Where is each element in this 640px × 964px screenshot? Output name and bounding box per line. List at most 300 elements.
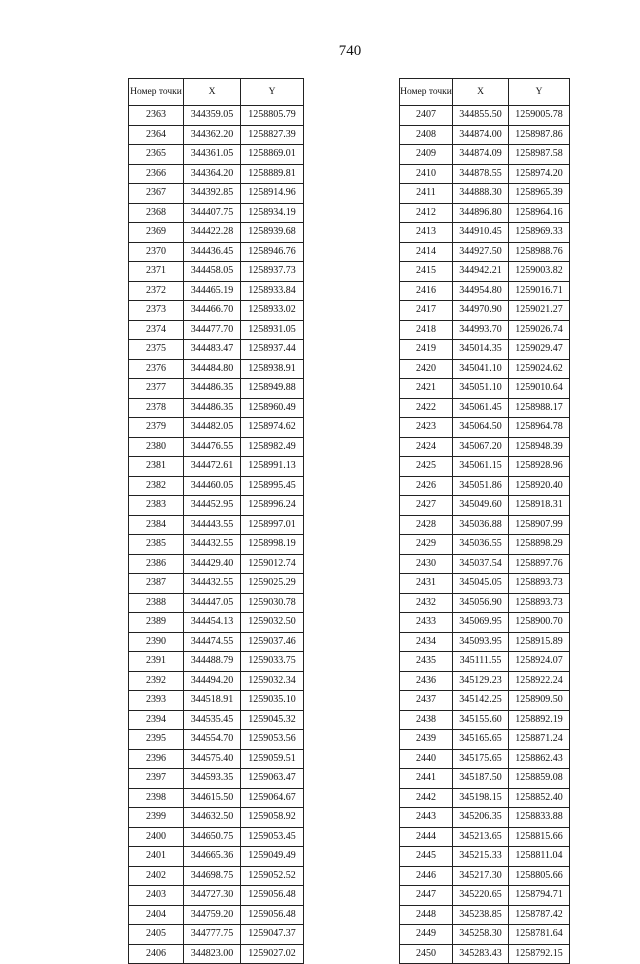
y-cell: 1258933.02 (241, 301, 304, 321)
y-cell: 1258792.15 (509, 944, 570, 964)
table-row (129, 418, 304, 438)
y-cell: 1258889.81 (241, 164, 304, 184)
point-number-cell: 2427 (400, 496, 453, 516)
y-cell: 1258937.44 (241, 340, 304, 360)
point-number-cell: 2440 (400, 749, 453, 769)
y-cell: 1259003.82 (509, 262, 570, 282)
y-cell: 1258859.08 (509, 769, 570, 789)
table-row (129, 866, 304, 886)
table-row (129, 535, 304, 555)
x-cell: 344488.79 (184, 652, 241, 672)
table-row (400, 730, 570, 750)
point-number-cell: 2365 (129, 145, 184, 165)
x-cell: 344615.50 (184, 788, 241, 808)
x-cell: 344443.55 (184, 515, 241, 535)
y-cell: 1258914.96 (241, 184, 304, 204)
x-cell: 344422.28 (184, 223, 241, 243)
point-number-cell: 2445 (400, 847, 453, 867)
y-cell: 1259032.50 (241, 613, 304, 633)
table-row (400, 340, 570, 360)
point-number-cell: 2399 (129, 808, 184, 828)
y-cell: 1258805.79 (241, 106, 304, 126)
table-row (400, 593, 570, 613)
x-cell: 344575.40 (184, 749, 241, 769)
y-cell: 1259053.56 (241, 730, 304, 750)
table-row (129, 593, 304, 613)
table-header-row (400, 79, 570, 106)
y-cell: 1258960.49 (241, 398, 304, 418)
y-cell: 1258988.17 (509, 398, 570, 418)
x-cell: 344518.91 (184, 691, 241, 711)
y-cell: 1259026.74 (509, 320, 570, 340)
x-cell: 345061.15 (453, 457, 509, 477)
x-cell: 345129.23 (453, 671, 509, 691)
point-number-cell: 2384 (129, 515, 184, 535)
y-cell: 1258827.39 (241, 125, 304, 145)
x-cell: 344554.70 (184, 730, 241, 750)
point-number-cell: 2412 (400, 203, 453, 223)
point-number-cell: 2429 (400, 535, 453, 555)
x-cell: 344494.20 (184, 671, 241, 691)
x-cell: 344484.80 (184, 359, 241, 379)
x-cell: 345037.54 (453, 554, 509, 574)
x-cell: 344593.35 (184, 769, 241, 789)
point-number-cell: 2366 (129, 164, 184, 184)
x-cell: 345067.20 (453, 437, 509, 457)
x-cell: 344888.30 (453, 184, 509, 204)
x-cell: 344855.50 (453, 106, 509, 126)
point-number-cell: 2401 (129, 847, 184, 867)
header-point-number: Номер точки (129, 79, 184, 106)
point-number-cell: 2437 (400, 691, 453, 711)
point-number-cell: 2442 (400, 788, 453, 808)
table-row (129, 944, 304, 964)
table-row (400, 515, 570, 535)
x-cell: 344910.45 (453, 223, 509, 243)
y-cell: 1258933.84 (241, 281, 304, 301)
point-number-cell: 2425 (400, 457, 453, 477)
point-number-cell: 2396 (129, 749, 184, 769)
point-number-cell: 2406 (129, 944, 184, 964)
table-row (129, 476, 304, 496)
point-number-cell: 2392 (129, 671, 184, 691)
x-cell: 345051.10 (453, 379, 509, 399)
x-cell: 344476.55 (184, 437, 241, 457)
y-cell: 1258964.16 (509, 203, 570, 223)
point-number-cell: 2372 (129, 281, 184, 301)
point-number-cell: 2424 (400, 437, 453, 457)
y-cell: 1258988.76 (509, 242, 570, 262)
point-number-cell: 2422 (400, 398, 453, 418)
x-cell: 344362.20 (184, 125, 241, 145)
point-number-cell: 2377 (129, 379, 184, 399)
point-number-cell: 2373 (129, 301, 184, 321)
point-number-cell: 2431 (400, 574, 453, 594)
header-y: Y (241, 79, 304, 106)
x-cell: 345056.90 (453, 593, 509, 613)
y-cell: 1259049.49 (241, 847, 304, 867)
y-cell: 1259010.64 (509, 379, 570, 399)
x-cell: 344878.55 (453, 164, 509, 184)
point-number-cell: 2375 (129, 340, 184, 360)
y-cell: 1258892.19 (509, 710, 570, 730)
point-number-cell: 2385 (129, 535, 184, 555)
table-row (400, 125, 570, 145)
table-row (400, 398, 570, 418)
table-row (129, 710, 304, 730)
y-cell: 1259027.02 (241, 944, 304, 964)
x-cell: 344486.35 (184, 398, 241, 418)
point-number-cell: 2378 (129, 398, 184, 418)
x-cell: 345206.35 (453, 808, 509, 828)
y-cell: 1258996.24 (241, 496, 304, 516)
x-cell: 344466.70 (184, 301, 241, 321)
x-cell: 344942.21 (453, 262, 509, 282)
y-cell: 1258934.19 (241, 203, 304, 223)
y-cell: 1258949.88 (241, 379, 304, 399)
x-cell: 344486.35 (184, 379, 241, 399)
x-cell: 344954.80 (453, 281, 509, 301)
point-number-cell: 2450 (400, 944, 453, 964)
point-number-cell: 2449 (400, 925, 453, 945)
x-cell: 345064.50 (453, 418, 509, 438)
x-cell: 344632.50 (184, 808, 241, 828)
point-number-cell: 2436 (400, 671, 453, 691)
table-row (129, 808, 304, 828)
x-cell: 344483.47 (184, 340, 241, 360)
table-row (400, 866, 570, 886)
table-row (129, 730, 304, 750)
table-row (400, 301, 570, 321)
y-cell: 1258833.88 (509, 808, 570, 828)
point-number-cell: 2405 (129, 925, 184, 945)
y-cell: 1258900.70 (509, 613, 570, 633)
y-cell: 1259024.62 (509, 359, 570, 379)
table-row (129, 925, 304, 945)
y-cell: 1258909.50 (509, 691, 570, 711)
table-row (129, 398, 304, 418)
y-cell: 1258997.01 (241, 515, 304, 535)
y-cell: 1258918.31 (509, 496, 570, 516)
point-number-cell: 2447 (400, 886, 453, 906)
y-cell: 1259053.45 (241, 827, 304, 847)
y-cell: 1259058.92 (241, 808, 304, 828)
point-number-cell: 2393 (129, 691, 184, 711)
table-row (400, 788, 570, 808)
point-number-cell: 2408 (400, 125, 453, 145)
point-number-cell: 2446 (400, 866, 453, 886)
point-number-cell: 2395 (129, 730, 184, 750)
table-row (129, 106, 304, 126)
point-number-cell: 2444 (400, 827, 453, 847)
table-row (129, 184, 304, 204)
x-cell: 345061.45 (453, 398, 509, 418)
y-cell: 1258974.62 (241, 418, 304, 438)
point-number-cell: 2439 (400, 730, 453, 750)
y-cell: 1259016.71 (509, 281, 570, 301)
y-cell: 1258965.39 (509, 184, 570, 204)
x-cell: 344392.85 (184, 184, 241, 204)
table-row (400, 437, 570, 457)
point-number-cell: 2417 (400, 301, 453, 321)
x-cell: 344482.05 (184, 418, 241, 438)
table-row (400, 164, 570, 184)
table-row (400, 106, 570, 126)
table-row (129, 379, 304, 399)
table-row (400, 691, 570, 711)
table-row (400, 203, 570, 223)
y-cell: 1259035.10 (241, 691, 304, 711)
y-cell: 1259012.74 (241, 554, 304, 574)
table-row (129, 145, 304, 165)
point-number-cell: 2379 (129, 418, 184, 438)
y-cell: 1259059.51 (241, 749, 304, 769)
y-cell: 1258852.40 (509, 788, 570, 808)
page-number: 740 (338, 43, 362, 59)
table-row (400, 320, 570, 340)
table-row (400, 749, 570, 769)
table-row (129, 281, 304, 301)
y-cell: 1259025.29 (241, 574, 304, 594)
y-cell: 1258939.68 (241, 223, 304, 243)
point-number-cell: 2397 (129, 769, 184, 789)
table-row (400, 184, 570, 204)
y-cell: 1258897.76 (509, 554, 570, 574)
x-cell: 345220.65 (453, 886, 509, 906)
x-cell: 345041.10 (453, 359, 509, 379)
point-number-cell: 2363 (129, 106, 184, 126)
y-cell: 1258907.99 (509, 515, 570, 535)
x-cell: 344535.45 (184, 710, 241, 730)
table-row (129, 671, 304, 691)
table-row (400, 671, 570, 691)
table-row (400, 905, 570, 925)
x-cell: 345069.95 (453, 613, 509, 633)
point-number-cell: 2364 (129, 125, 184, 145)
point-number-cell: 2403 (129, 886, 184, 906)
y-cell: 1258937.73 (241, 262, 304, 282)
x-cell: 345093.95 (453, 632, 509, 652)
table-row (129, 496, 304, 516)
x-cell: 344823.00 (184, 944, 241, 964)
x-cell: 344698.75 (184, 866, 241, 886)
table-body-left (129, 106, 304, 964)
y-cell: 1258924.07 (509, 652, 570, 672)
x-cell: 344927.50 (453, 242, 509, 262)
table-row (400, 262, 570, 282)
table-row (400, 457, 570, 477)
y-cell: 1258893.73 (509, 593, 570, 613)
y-cell: 1258805.66 (509, 866, 570, 886)
x-cell: 344454.13 (184, 613, 241, 633)
table-row (400, 827, 570, 847)
table-row (129, 359, 304, 379)
table-row (129, 515, 304, 535)
point-number-cell: 2386 (129, 554, 184, 574)
point-number-cell: 2382 (129, 476, 184, 496)
x-cell: 345036.88 (453, 515, 509, 535)
y-cell: 1259021.27 (509, 301, 570, 321)
point-number-cell: 2376 (129, 359, 184, 379)
x-cell: 344665.36 (184, 847, 241, 867)
table-row (400, 710, 570, 730)
x-cell: 344359.05 (184, 106, 241, 126)
x-cell: 344472.61 (184, 457, 241, 477)
y-cell: 1258915.89 (509, 632, 570, 652)
y-cell: 1258969.33 (509, 223, 570, 243)
y-cell: 1259005.78 (509, 106, 570, 126)
x-cell: 345045.05 (453, 574, 509, 594)
point-number-cell: 2421 (400, 379, 453, 399)
point-number-cell: 2390 (129, 632, 184, 652)
point-number-cell: 2369 (129, 223, 184, 243)
table-row (400, 554, 570, 574)
point-number-cell: 2402 (129, 866, 184, 886)
x-cell: 344465.19 (184, 281, 241, 301)
point-number-cell: 2367 (129, 184, 184, 204)
x-cell: 344759.20 (184, 905, 241, 925)
point-number-cell: 2391 (129, 652, 184, 672)
table-row (129, 769, 304, 789)
point-number-cell: 2410 (400, 164, 453, 184)
table-row (400, 476, 570, 496)
x-cell: 345175.65 (453, 749, 509, 769)
y-cell: 1258938.91 (241, 359, 304, 379)
y-cell: 1258898.29 (509, 535, 570, 555)
table-header-row (129, 79, 304, 106)
point-number-cell: 2381 (129, 457, 184, 477)
table-row (400, 145, 570, 165)
point-number-cell: 2441 (400, 769, 453, 789)
x-cell: 344970.90 (453, 301, 509, 321)
point-number-cell: 2389 (129, 613, 184, 633)
table-row (129, 457, 304, 477)
y-cell: 1259029.47 (509, 340, 570, 360)
x-cell: 345213.65 (453, 827, 509, 847)
table-row (400, 886, 570, 906)
header-x: X (453, 79, 509, 106)
point-number-cell: 2423 (400, 418, 453, 438)
x-cell: 345258.30 (453, 925, 509, 945)
y-cell: 1259056.48 (241, 886, 304, 906)
point-number-cell: 2380 (129, 437, 184, 457)
point-number-cell: 2409 (400, 145, 453, 165)
point-number-cell: 2368 (129, 203, 184, 223)
table-row (400, 242, 570, 262)
y-cell: 1258964.78 (509, 418, 570, 438)
x-cell: 344436.45 (184, 242, 241, 262)
table-row (400, 652, 570, 672)
point-number-cell: 2416 (400, 281, 453, 301)
y-cell: 1259047.37 (241, 925, 304, 945)
x-cell: 344474.55 (184, 632, 241, 652)
point-number-cell: 2370 (129, 242, 184, 262)
y-cell: 1258991.13 (241, 457, 304, 477)
point-number-cell: 2434 (400, 632, 453, 652)
point-number-cell: 2426 (400, 476, 453, 496)
point-number-cell: 2438 (400, 710, 453, 730)
header-x: X (184, 79, 241, 106)
x-cell: 344727.30 (184, 886, 241, 906)
y-cell: 1259056.48 (241, 905, 304, 925)
y-cell: 1258931.05 (241, 320, 304, 340)
point-number-cell: 2383 (129, 496, 184, 516)
table-row (129, 827, 304, 847)
y-cell: 1259030.78 (241, 593, 304, 613)
y-cell: 1258922.24 (509, 671, 570, 691)
x-cell: 345142.25 (453, 691, 509, 711)
table-row (129, 886, 304, 906)
table-row (129, 749, 304, 769)
x-cell: 344407.75 (184, 203, 241, 223)
y-cell: 1258982.49 (241, 437, 304, 457)
table-row (400, 574, 570, 594)
x-cell: 345165.65 (453, 730, 509, 750)
x-cell: 345198.15 (453, 788, 509, 808)
table-row (400, 847, 570, 867)
y-cell: 1258794.71 (509, 886, 570, 906)
table-row (129, 242, 304, 262)
x-cell: 345036.55 (453, 535, 509, 555)
point-number-cell: 2413 (400, 223, 453, 243)
point-number-cell: 2411 (400, 184, 453, 204)
table-row (129, 574, 304, 594)
point-number-cell: 2400 (129, 827, 184, 847)
point-number-cell: 2420 (400, 359, 453, 379)
y-cell: 1258928.96 (509, 457, 570, 477)
y-cell: 1258946.76 (241, 242, 304, 262)
y-cell: 1258869.01 (241, 145, 304, 165)
x-cell: 344364.20 (184, 164, 241, 184)
x-cell: 345111.55 (453, 652, 509, 672)
x-cell: 344458.05 (184, 262, 241, 282)
y-cell: 1259045.32 (241, 710, 304, 730)
table-row (400, 379, 570, 399)
table-row (400, 418, 570, 438)
table-row (129, 847, 304, 867)
point-number-cell: 2387 (129, 574, 184, 594)
point-number-cell: 2415 (400, 262, 453, 282)
point-number-cell: 2398 (129, 788, 184, 808)
x-cell: 344874.00 (453, 125, 509, 145)
x-cell: 344460.05 (184, 476, 241, 496)
table-row (129, 905, 304, 925)
x-cell: 345238.85 (453, 905, 509, 925)
x-cell: 344447.05 (184, 593, 241, 613)
table-row (129, 437, 304, 457)
y-cell: 1258871.24 (509, 730, 570, 750)
table-row (129, 203, 304, 223)
x-cell: 345215.33 (453, 847, 509, 867)
x-cell: 344896.80 (453, 203, 509, 223)
table-row (129, 223, 304, 243)
x-cell: 344477.70 (184, 320, 241, 340)
y-cell: 1258948.39 (509, 437, 570, 457)
table-row (400, 925, 570, 945)
y-cell: 1259063.47 (241, 769, 304, 789)
table-row (400, 223, 570, 243)
point-number-cell: 2394 (129, 710, 184, 730)
x-cell: 344452.95 (184, 496, 241, 516)
x-cell: 345051.86 (453, 476, 509, 496)
table-row (129, 691, 304, 711)
y-cell: 1259064.67 (241, 788, 304, 808)
table-row (129, 262, 304, 282)
point-number-cell: 2430 (400, 554, 453, 574)
y-cell: 1258787.42 (509, 905, 570, 925)
coordinates-table-right (399, 78, 570, 964)
table-row (400, 769, 570, 789)
